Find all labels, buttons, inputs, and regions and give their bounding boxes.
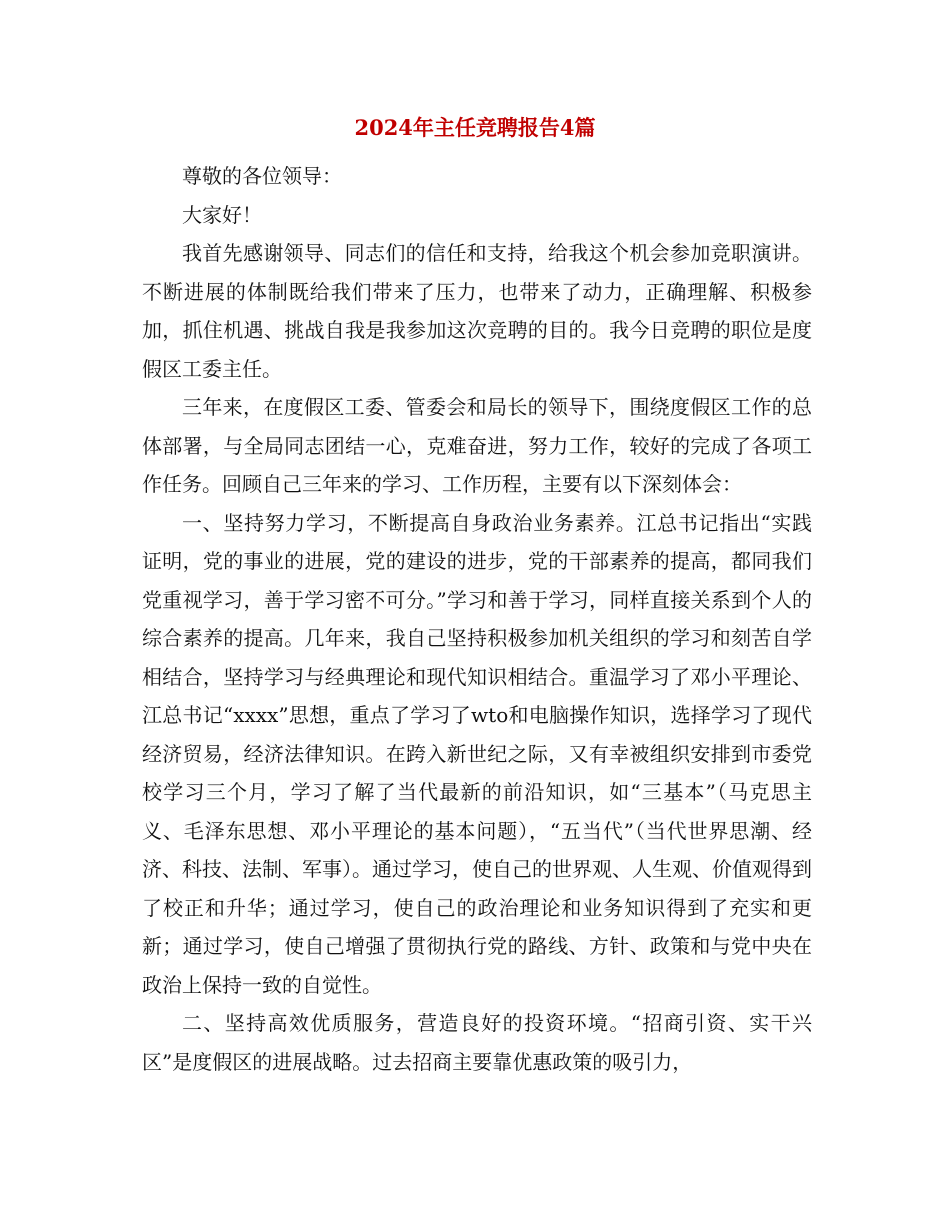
salutation-paragraph: 尊敬的各位领导： xyxy=(182,164,342,188)
section-one-paragraph: 一、坚持努力学习，不断提高自身政治业务素养。江总书记指出“实践证明，党的事业的进展，党的建设的进步，党的干部素养的提高，都同我们党重视学习，善于学习密不可分。”学习和善于学习，同样直接关系到个人的综合素养的提高。几年来，我自己坚持积极参加机关组织的学习和刻苦自学相结合，坚持学习与经典理论和现代知识相结合。重温学习了邓小平理论、江总书记“xxxx”思想，重点了学习了wto和电脑操作知识，选择学习了现代经济贸易，经济法律知识。在跨入新世纪之际，又有幸被组织安排到市委党校学习三个月，学习了解了当代最新的前沿知识，如“三基本”（马克思主义、毛泽东思想、邓小平理论的基本问题），“五当代”（当代世界思潮、经济、科技、法制、军事）。通过学习，使自己的世界观、人生观、价值观得到了校正和升华；通过学习，使自己的政治理论和业务知识得到了充实和更新；通过学习，使自己增强了贯彻执行党的路线、方针、政策和与党中央在政治上保持一致的自觉性。 xyxy=(142,510,812,997)
greeting-paragraph: 大家好！ xyxy=(182,202,262,227)
document-title: 2024年主任竞聘报告4篇 xyxy=(354,115,596,140)
summary-paragraph: 三年来，在度假区工委、管委会和局长的领导下，围绕度假区工作的总体部署，与全局同志团结一心，克难奋进，努力工作，较好的完成了各项工作任务。回顾自己三年来的学习、工作历程，主要有以下深刻体会： xyxy=(142,395,812,496)
section-two-paragraph: 二、坚持高效优质服务，营造良好的投资环境。“招商引资、实干兴区”是度假区的进展战略。过去招商主要靠优惠政策的吸引力， xyxy=(142,1011,812,1074)
intro-paragraph: 我首先感谢领导、同志们的信任和支持，给我这个机会参加竞职演讲。不断进展的体制既给我们带来了压力，也带来了动力，正确理解、积极参加，抓住机遇、挑战自我是我参加这次竞聘的目的。我今日竞聘的职位是度假区工委主任。 xyxy=(142,241,812,381)
document-body xyxy=(142,157,812,1081)
